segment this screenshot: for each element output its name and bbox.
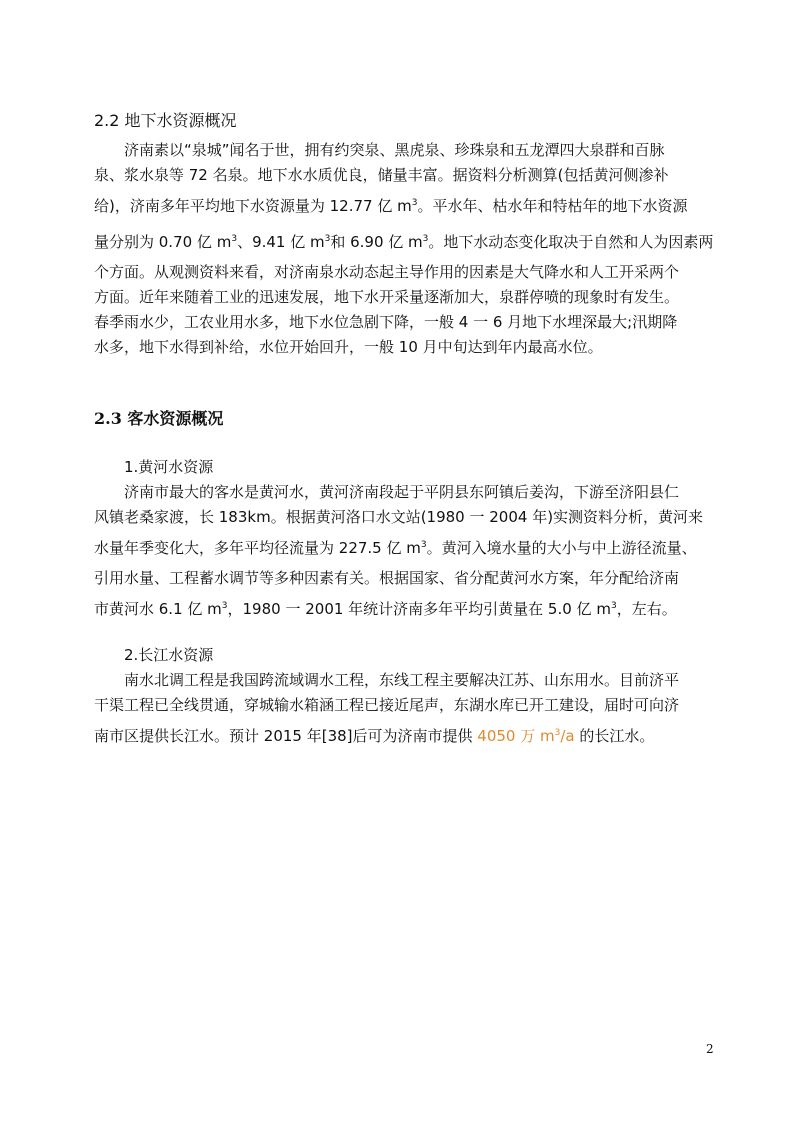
section-2-2-title: 2.2 地下水资源概况 [94,111,237,130]
paragraph-line: 风镇老桑家渡，长 183km。根据黄河洛口水文站(1980 一 2004 年)实测资料分析，黄河来 [94,508,704,526]
paragraph-line: 给)，济南多年平均地下水资源量为 12.77 亿 $m^3$。平水年、枯水年和特枯年的地下水资源 [94,197,688,215]
section-2-2-body [94,138,720,360]
section-2-3-sub2 [94,643,720,754]
subsection-title: 1.黄河水资源 [124,458,214,476]
paragraph-line: 引用水量、工程蓄水调节等多种因素有关。根据国家、省分配黄河水方案，年分配给济南 [94,569,680,587]
paragraph-line: 南水北调工程是我国跨流域调水工程，东线工程主要解决江苏、山东用水。目前济平 [124,671,680,689]
paragraph-line: 水量年季变化大，多年平均径流量为 227.5 亿 $m^3$。黄河入境水量的大小与中上游径流量、 [94,539,697,557]
paragraph-line: 济南市最大的客水是黄河水，黄河济南段起于平阴县东阿镇后姜沟，下游至济阳县仁 [124,483,680,501]
paragraph-line: 济南素以“泉城”闻名于世，拥有约突泉、黑虎泉、珍珠泉和五龙潭四大泉群和百脉 [124,141,665,159]
page-number: 2 [706,1042,714,1056]
paragraph-line: 水多，地下水得到补给，水位开始回升，一般 10 月中旬达到年内最高水位。 [94,338,603,356]
section-2-3-sub1 [94,455,720,627]
paragraph-line: 南市区提供长江水。预计 2015 年[38]后可为济南市提供 4050 万 $m^3/a$ 的长江水。 [94,727,655,745]
paragraph-line: 泉、浆水泉等 72 名泉。地下水水质优良，储量丰富。据资料分析测算(包括黄河侧渗补 [94,166,669,184]
section-2-3-title: 2.3 客水资源概况 [94,409,224,428]
paragraph-line: 春季雨水少，工农业用水多，地下水位急剧下降，一般 4 一 6 月地下水埋深最大;汛期降 [94,313,678,331]
paragraph-line: 干渠工程已全线贯通，穿城输水箱涵工程已接近尾声，东湖水库已开工建设，届时可向济 [94,696,680,714]
paragraph-line: 量分别为 0.70 亿 $m^3$、9.41 亿 $m^3$和 6.90 亿 $m^3$。地下水动态变化取决于自然和人为因素两 [94,233,714,251]
paragraph-line: 个方面。从观测资料来看，对济南泉水动态起主导作用的因素是大气降水和人工开采两个 [94,263,680,281]
paragraph-line: 市黄河水 6.1 亿 $m^3$，1980 一 2001 年统计济南多年平均引黄量在 5.0 亿 $m^3$，左右。 [94,600,677,618]
highlighted-quantity: 4050 万 $m^3/a$ [477,727,575,745]
subsection-title: 2.长江水资源 [124,646,214,664]
paragraph-line: 方面。近年来随着工业的迅速发展，地下水开采量逐渐加大，泉群停喷的现象时有发生。 [94,288,680,306]
